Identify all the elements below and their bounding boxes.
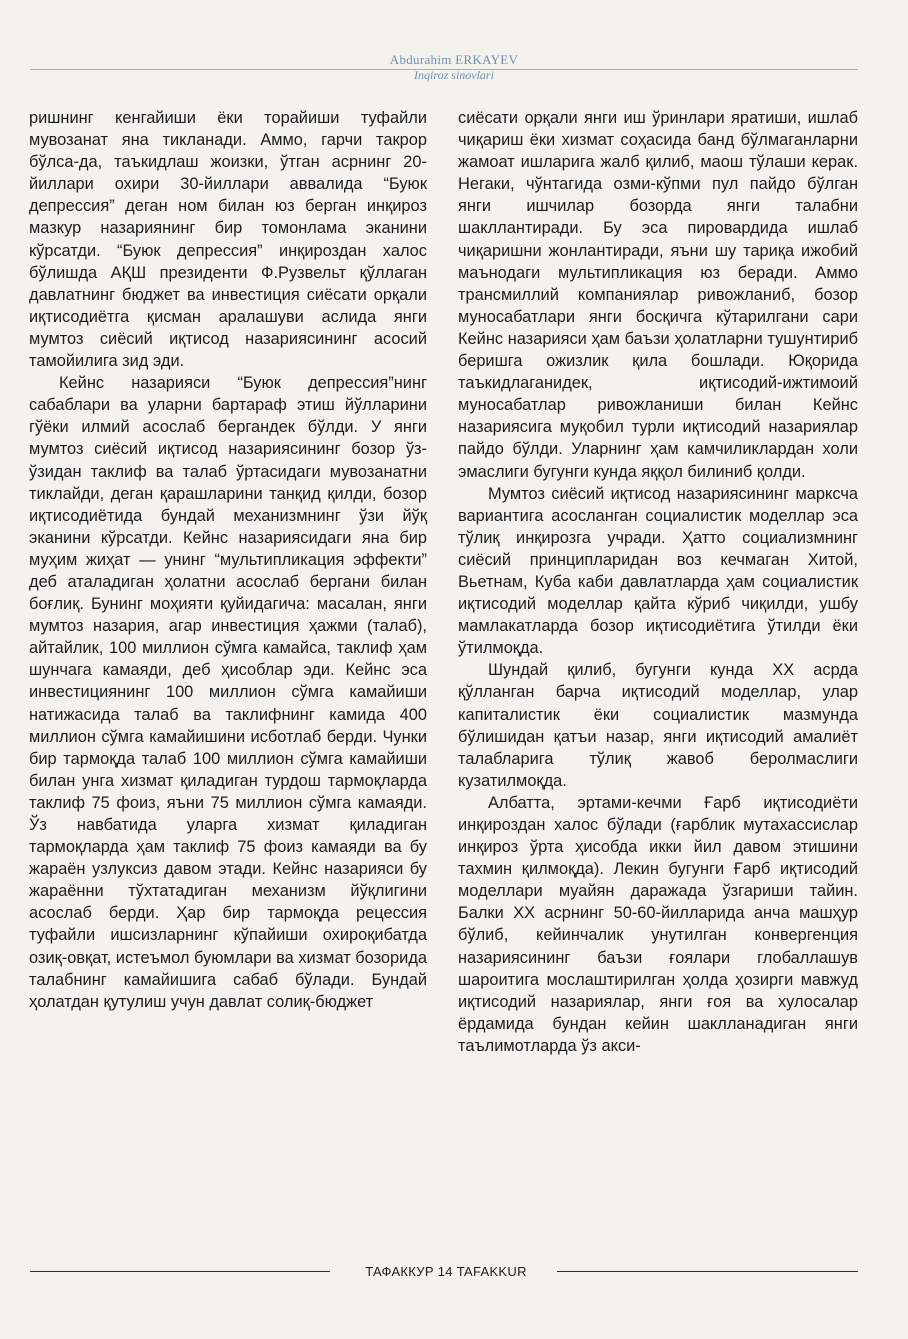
footer-rule-left [30, 1271, 330, 1272]
paragraph: ришнинг кенгайиши ёки торайиши туфайли мувозанат яна тикланади. Аммо, гарчи такрор бўлса-да, таъкидлаш жоизки, ўтган асрнинг 20-йиллари охири 30-йиллари аввалида “Буюк депрессия” деган ном билан юз берган инқироз мазкур назариянинг бир томонлама эканини кўрсатди. “Буюк депрессия” инқироздан халос бўлишда АҚШ президенти Ф.Рузвельт қўллаган давлатнинг бюджет ва инвестиция сиёсати орқали иқтисодиётга қисман аралашуви аслида янги мумтоз сиёсий иқтисод назариясининг асосий тамойилига зид эди. [29, 109, 427, 371]
running-head-book-title: Inqiroz sinovlari [414, 68, 494, 82]
paragraph: сиёсати орқали янги иш ўринлари яратиши, ишлаб чиқариш ёки хизмат соҳасида банд бўлмаганларни жамоат ишларига жалб қилиб, маош тўлаши керак. Негаки, чўнтагида озми-кўпми пул пайдо бўлган янги ишчилар бозорда янги талабни шакллантиради. Бу эса пировардида ишлаб чиқаришни жонлантиради, яъни шу тариқа ижобий маънодаги мультипликация юз беради. Аммо трансмиллий компаниялар ривожланиб, бозор муносабатлари янги босқичга кўтарилгани сари Кейнс назарияси ҳам баъзи ҳолатларни тушунтириб беришга ожизлик қила бошлади. Юқорида таъкидлаганидек, иқтисодий-ижтимоий муносабатлар ривожланиши билан Кейнс назариясига муқобил турли иқтисодий назариялар пайдо бўлди. Уларнинг ҳам камчиликлардан холи эмаслиги бугунги кунда яққол билиниб қолди. [458, 109, 858, 481]
running-head-author: Abdurahim ERKAYEV [389, 52, 519, 67]
left-column [29, 107, 427, 1013]
right-column [458, 107, 858, 1057]
header-rule [30, 69, 858, 70]
footer-label: ТАФАККУР 14 TAFAKKUR [365, 1264, 527, 1279]
footer-rule-right [557, 1271, 858, 1272]
paragraph: Албатта, эртами-кечми Ғарб иқтисодиёти инқироздан халос бўлади (ғарблик мутахассислар инқироз ўрта ҳисобда икки йил давом этишини тахмин қилмоқда). Лекин бугунги Ғарб иқтисодий моделлари муайян даражада ўзгариши тайин. Балки ХХ асрнинг 50-60-йилларида анча машҳур бўлиб, кейинчалик унутилган конвергенция назариясининг баъзи ғоялари глобаллашув шароитига мослаштирилган ҳолда ҳозирги мавжуд иқтисодий назариялар, янги ғоя ва хулосалар ёрдамида бундан кейин шаклланадиган янги таълимотларда ўз акси- [458, 793, 858, 1055]
paragraph: Кейнс назарияси “Буюк депрессия”нинг сабаблари ва уларни бартараф этиш йўлларини гўёки илмий асослаб бергандек бўлди. У янги мумтоз сиёсий иқтисод назариясининг бозор ўз-ўзидан таклиф ва талаб ўртасидаги мувозанатни тиклайди, деган қарашларини танқид қилди, бозор иқтисодиётида бундай механизмнинг ўзи йўқ эканини кўрсатди. Кейнс назариясидаги яна бир муҳим жиҳат — унинг “мультипликация эффекти” деб аталадиган ҳолатни асослаб бергани билан боғлиқ. Бунинг моҳияти қуйидагича: масалан, янги мумтоз назария, агар инвестиция ҳажми (талаб), айтайлик, 100 миллион сўмга камайса, таклиф ҳам шунчага камаяди, деб ҳисоблар эди. Кейнс эса инвестициянинг 100 миллион сўмга камайиши натижасида талаб ва таклифнинг камида 400 миллион сўмга камайишини исботлаб берди. Чунки бир тармоқда талаб 100 миллион сўмга камайиши билан унга хизмат қиладиган турдош тармоқларда таклиф 75 фоиз, яъни 75 миллион сўмга камаяди. Ўз навбатида уларга хизмат қиладиган тармоқларда ҳам таклиф 75 фоиз камаяди ва бу жараён узлуксиз давом этади. Кейнс назарияси бу жараённи тўхтатадиган механизм йўқлигини асослаб берди. Ҳар бир тармоқда рецессия туфайли ишсизларнинг кўпайиши охироқибатда озиқ-овқат, истеъмол буюмлари ва хизмат бозорида талабнинг камайишига сабаб бўлади. Бундай ҳолатдан қутулиш учун давлат солиқ-бюджет [29, 374, 427, 1011]
paragraph: Шундай қилиб, бугунги кунда ХХ асрда қўлланган барча иқтисодий моделлар, улар капиталистик ёки социалистик мазмунда бўлишидан қатъи назар, янги иқтисодий амалиёт талабларига тўлиқ жавоб беролмаслиги кузатилмоқда. [458, 661, 858, 790]
paragraph: Мумтоз сиёсий иқтисод назариясининг марксча вариантига асосланган социалистик моделлар эса тўлиқ инқирозга учради. Ҳатто социализмнинг сиёсий принципларидан воз кечмаган Хитой, Вьетнам, Куба каби давлатларда ҳам социалистик иқтисодий моделлар қайта кўриб чиқилди, ушбу мамлакатларда бозор иқтисодиётига ўтилди ёки ўтилмоқда. [458, 484, 858, 658]
running-head [0, 52, 908, 83]
page-footer [30, 1262, 858, 1282]
